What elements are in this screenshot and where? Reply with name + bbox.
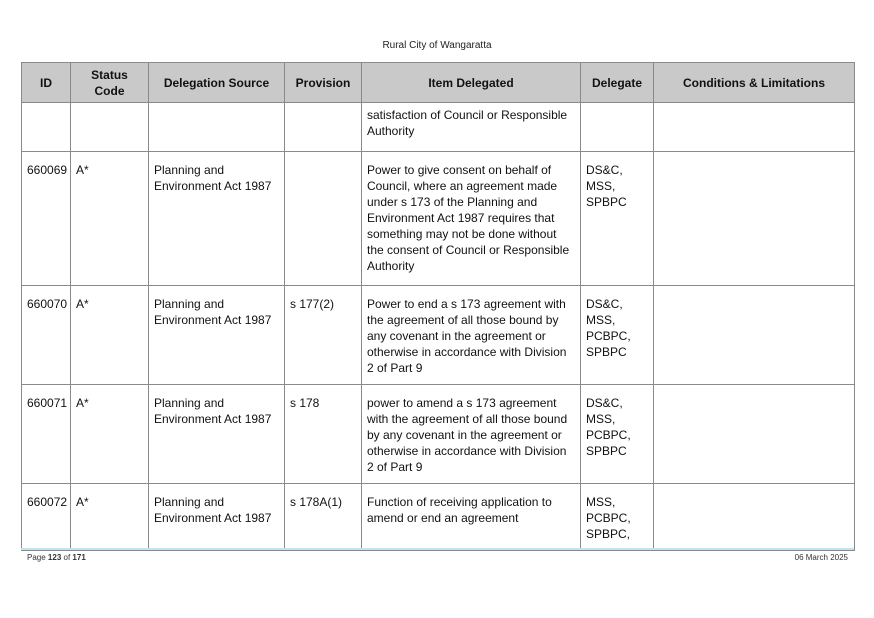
cell-conditions [654,103,855,152]
column-header-provision: Provision [285,63,362,103]
cell-item-delegated: Power to end a s 173 agreement with the agreement of all those bound by any covenant in the agreement or otherwise in accordance with Division 2 of Part 9 [362,286,581,385]
document-header-title: Rural City of Wangaratta [382,40,492,51]
page-current: 123 [47,553,62,562]
column-header-item-delegated: Item Delegated [362,63,581,103]
cell-delegate [581,103,654,152]
table-row [22,152,855,286]
table-row [22,484,855,551]
column-header-conditions-limitations: Conditions & Limitations [654,63,855,103]
table-row [22,103,855,152]
cell-delegation-source [149,103,285,152]
cell-delegate: MSS, PCBPC, SPBPC, [581,484,654,551]
cell-delegate: DS&C, MSS, SPBPC [581,152,654,286]
cell-conditions [654,484,855,551]
table-row [22,286,855,385]
column-header-id: ID [22,63,71,103]
column-header-status-code: Status Code [71,63,149,103]
footer-page-number [27,553,86,562]
cell-provision: s 177(2) [285,286,362,385]
cell-status-code: A* [71,484,149,551]
cell-conditions [654,385,855,484]
cell-provision: s 178A(1) [285,484,362,551]
cell-status-code: A* [71,385,149,484]
cell-id: 660071 [22,385,71,484]
cell-delegation-source: Planning and Environment Act 1987 [149,484,285,551]
cell-delegation-source: Planning and Environment Act 1987 [149,286,285,385]
cell-delegation-source: Planning and Environment Act 1987 [149,385,285,484]
cell-status-code: A* [71,286,149,385]
column-header-delegate: Delegate [581,63,654,103]
cell-delegation-source: Planning and Environment Act 1987 [149,152,285,286]
delegation-table [21,62,855,551]
cell-delegate: DS&C, MSS, PCBPC, SPBPC [581,385,654,484]
table-header-row [22,63,855,103]
page-total: 171 [72,553,86,562]
cell-item-delegated: Function of receiving application to amend or end an agreement [362,484,581,551]
cell-item-delegated: satisfaction of Council or Responsible Authority [362,103,581,152]
table-row [22,385,855,484]
cell-provision [285,103,362,152]
cell-id: 660070 [22,286,71,385]
cell-id: 660069 [22,152,71,286]
page-label: Page [27,553,46,562]
cell-id: 660072 [22,484,71,551]
cell-delegate: DS&C, MSS, PCBPC, SPBPC [581,286,654,385]
page-of: of [63,553,71,562]
cell-conditions [654,152,855,286]
cell-provision: s 178 [285,385,362,484]
cell-item-delegated: Power to give consent on behalf of Council, where an agreement made under s 173 of the Planning and Environment Act 1987 requires that something may not be done without the consent of Council or Responsible Authority [362,152,581,286]
column-header-delegation-source: Delegation Source [149,63,285,103]
cell-status-code: A* [71,152,149,286]
cell-status-code [71,103,149,152]
footer-date: 06 March 2025 [794,553,848,562]
cell-item-delegated: power to amend a s 173 agreement with the agreement of all those bound by any covenant in the agreement or otherwise in accordance with Division 2 of Part 9 [362,385,581,484]
cell-id [22,103,71,152]
footer-divider [21,548,854,550]
cell-provision [285,152,362,286]
cell-conditions [654,286,855,385]
